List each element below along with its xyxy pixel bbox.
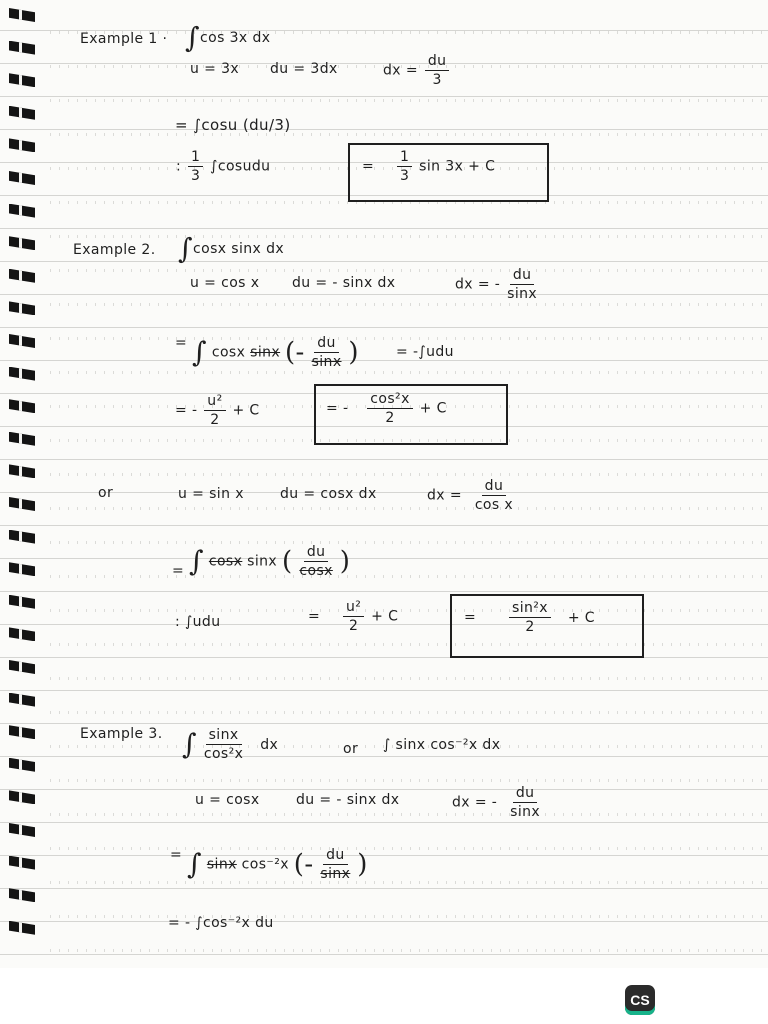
or-step2: : ∫udu [175, 614, 221, 630]
or-sub-dx: dx = $\frac{du}{\text{cos x}}$ [427, 478, 514, 513]
or-sub-du: du = cosx dx [280, 486, 377, 502]
example2-step2: = - $\frac{\text{u²}}{2}$ + C [175, 393, 260, 428]
example1-integral: ∫cos 3x dx [185, 21, 271, 54]
or-sub-u: u = sin x [178, 486, 244, 502]
binding-ring [9, 856, 35, 870]
binding-ring [9, 790, 35, 804]
binding-ring [9, 497, 35, 511]
spiral-binding [0, 0, 44, 968]
binding-ring [9, 367, 35, 381]
example3-integral: ∫ $\frac{\sin x}{\text{cos²x}}$ dx [182, 727, 279, 762]
binding-ring [9, 464, 35, 478]
binding-ring [9, 106, 35, 120]
binding-ring [9, 432, 35, 446]
binding-ring [9, 921, 35, 935]
binding-ring [9, 236, 35, 250]
example2-integral: ∫cosx sinx dx [178, 232, 285, 265]
example2-sub-u: u = cos x [190, 275, 260, 291]
example2-step1: = ∫ cosx sinx (- $\frac{du}{\sin x}$ ) [175, 335, 359, 370]
example1-sub-u: u = 3x [190, 61, 240, 77]
binding-ring [9, 301, 35, 315]
or-label: or [98, 485, 114, 501]
binding-ring [9, 660, 35, 674]
binding-ring [9, 562, 35, 576]
binding-ring [9, 693, 35, 707]
binding-ring [9, 204, 35, 218]
example3-or: or [343, 741, 359, 757]
example2-sub-dx: dx = - $\frac{du}{\sin x}$ [455, 267, 538, 302]
example2-step1-rhs: = -∫udu [396, 344, 454, 360]
camscanner-logo: CS [625, 985, 655, 1015]
example3-sub-du: du = - sinx dx [296, 792, 400, 808]
example3-step2: = - ∫cos⁻²x du [168, 915, 274, 931]
binding-ring [9, 627, 35, 641]
binding-ring [9, 758, 35, 772]
binding-ring [9, 334, 35, 348]
example1-label: Example 1 · [80, 31, 168, 47]
example3-sub-dx: dx = - $\frac{du}{\sin x}$ [452, 785, 541, 820]
example3-label: Example 3. [80, 726, 163, 742]
binding-ring [9, 269, 35, 283]
binding-ring [9, 399, 35, 413]
binding-ring [9, 530, 35, 544]
example3-sub-u: u = cosx [195, 792, 260, 808]
example2-answer: = - $\frac{\text{cos²x}}{2}$ + C [326, 391, 447, 426]
binding-ring [9, 171, 35, 185]
example1-step2: : $\frac{1}{3}$ ∫cosudu [176, 149, 271, 184]
or-step2-result: = $\frac{\text{u²}}{2}$ + C [308, 599, 399, 634]
binding-ring [9, 41, 35, 55]
binding-ring [9, 888, 35, 902]
example1-sub-du: du = 3dx [270, 61, 338, 77]
example1-sub-dx: dx = $\frac{du}{3}$ [383, 54, 451, 87]
or-answer: = $\frac{\text{sin²x}}{2}$ + C [464, 600, 595, 635]
or-step1: = ∫ cosx sinx ( $\frac{du}{\cos x}$ ) [172, 544, 351, 579]
binding-ring [9, 823, 35, 837]
example3-step1: = ∫ sinx cos⁻²x (- $\frac{du}{\sin x}$ ) [170, 847, 368, 882]
binding-ring [9, 8, 35, 22]
binding-ring [9, 73, 35, 87]
binding-ring [9, 595, 35, 609]
binding-ring [9, 725, 35, 739]
example1-step1: = ∫cosu (du/3) [175, 116, 291, 134]
example3-alt-form: ∫ sinx cos⁻²x dx [383, 737, 501, 753]
example1-answer: = $\frac{1}{3}$ sin 3x + C [362, 149, 496, 184]
example2-sub-du: du = - sinx dx [292, 275, 396, 291]
example2-label: Example 2. [73, 242, 156, 258]
binding-ring [9, 138, 35, 152]
